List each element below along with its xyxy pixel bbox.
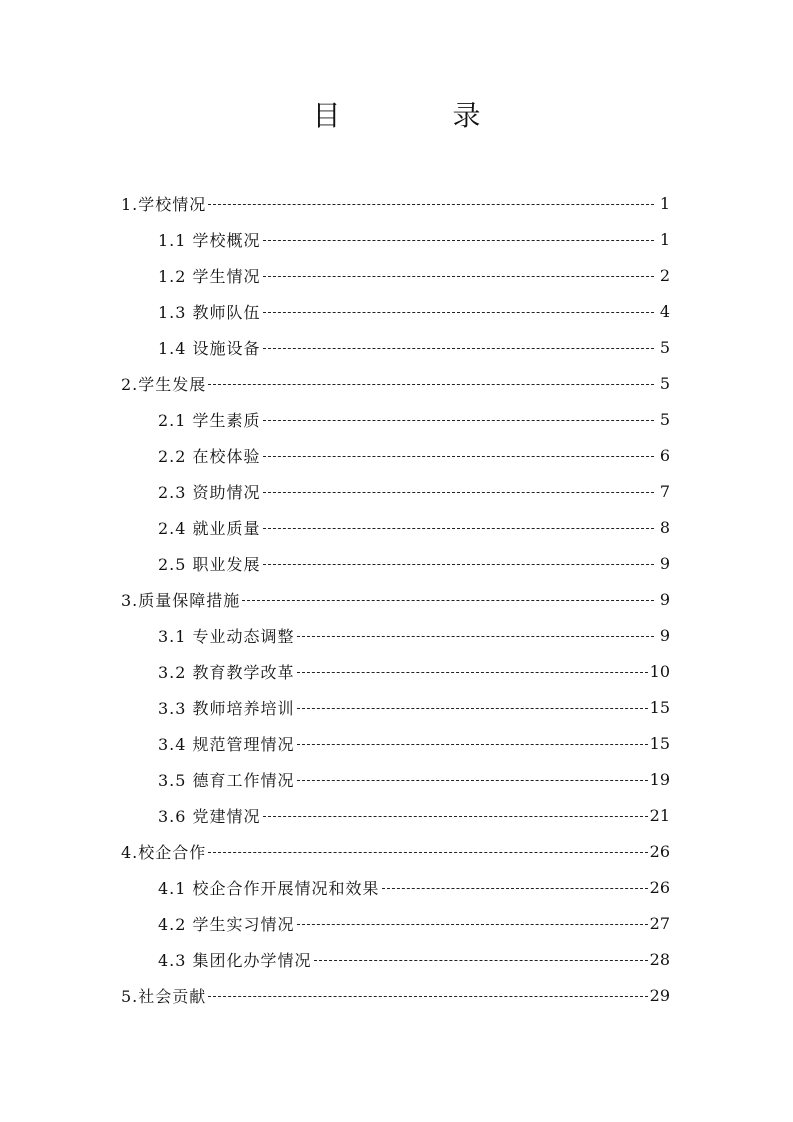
toc-leader-dashes bbox=[208, 996, 647, 997]
toc-entry-page: 29 bbox=[649, 985, 670, 1005]
toc-entry-page: 9 bbox=[659, 589, 670, 609]
toc-entry[interactable] bbox=[158, 293, 670, 329]
toc-entry[interactable] bbox=[158, 797, 670, 833]
toc-entry-label: 1.4 设施设备 bbox=[158, 338, 261, 358]
toc-entry-page: 27 bbox=[649, 913, 670, 933]
toc-leader-dashes bbox=[263, 456, 654, 457]
toc-entry[interactable] bbox=[158, 545, 670, 581]
toc-leader-dashes bbox=[297, 744, 648, 745]
toc-leader-dashes bbox=[297, 780, 648, 781]
toc-entry-page: 8 bbox=[659, 517, 670, 537]
toc-entry[interactable] bbox=[158, 905, 670, 941]
toc-leader-dashes bbox=[263, 816, 648, 817]
toc-entry-page: 5 bbox=[659, 337, 670, 357]
toc-entry-label: 4.1 校企合作开展情况和效果 bbox=[158, 878, 380, 898]
toc-entry[interactable] bbox=[158, 725, 670, 761]
toc-entry[interactable] bbox=[158, 689, 670, 725]
toc-entry-label: 2.3 资助情况 bbox=[158, 482, 261, 502]
toc-entry-label: 2.2 在校体验 bbox=[158, 446, 261, 466]
toc-leader-dashes bbox=[382, 888, 648, 889]
toc-entry-page: 21 bbox=[649, 805, 670, 825]
toc-entry[interactable] bbox=[121, 185, 670, 221]
toc-entry[interactable] bbox=[158, 401, 670, 437]
toc-entry[interactable] bbox=[158, 221, 670, 257]
toc-leader-dashes bbox=[263, 492, 654, 493]
toc-entry-label: 4.2 学生实习情况 bbox=[158, 914, 295, 934]
toc-entry-page: 19 bbox=[649, 769, 670, 789]
page-title: 目 录 bbox=[312, 99, 523, 132]
toc-entry-page: 9 bbox=[659, 625, 670, 645]
toc-entry-label: 5.社会贡献 bbox=[121, 986, 207, 1006]
toc-entry-label: 1.3 教师队伍 bbox=[158, 302, 261, 322]
toc-entry-page: 1 bbox=[659, 229, 670, 249]
toc-entry-label: 3.3 教师培养培训 bbox=[158, 698, 295, 718]
toc-entry[interactable] bbox=[158, 329, 670, 365]
toc-entry-page: 6 bbox=[659, 445, 670, 465]
toc-entry-label: 4.校企合作 bbox=[121, 842, 207, 862]
toc-entry-label: 3.5 德育工作情况 bbox=[158, 770, 295, 790]
toc-entry[interactable] bbox=[121, 833, 670, 869]
toc-entry-label: 2.5 职业发展 bbox=[158, 554, 261, 574]
toc-entry-page: 26 bbox=[649, 841, 670, 861]
toc-entry-page: 5 bbox=[659, 373, 670, 393]
toc-entry[interactable] bbox=[158, 869, 670, 905]
toc-leader-dashes bbox=[263, 420, 654, 421]
toc-entry[interactable] bbox=[158, 257, 670, 293]
toc-entry-label: 1.1 学校概况 bbox=[158, 230, 261, 250]
toc-entry-label: 3.2 教育教学改革 bbox=[158, 662, 295, 682]
toc-entry-label: 2.1 学生素质 bbox=[158, 410, 261, 430]
toc-entry[interactable] bbox=[158, 761, 670, 797]
toc-entry-page: 4 bbox=[659, 301, 670, 321]
toc-entry[interactable] bbox=[158, 617, 670, 653]
toc-entry-page: 26 bbox=[649, 877, 670, 897]
toc-entry[interactable] bbox=[121, 977, 670, 1013]
toc-entry-page: 9 bbox=[659, 553, 670, 573]
toc-entry-label: 3.6 党建情况 bbox=[158, 806, 261, 826]
toc-leader-dashes bbox=[297, 636, 654, 637]
toc-entry-page: 7 bbox=[659, 481, 670, 501]
toc-leader-dashes bbox=[263, 348, 654, 349]
toc-leader-dashes bbox=[263, 240, 654, 241]
toc-leader-dashes bbox=[208, 384, 654, 385]
toc-entry[interactable] bbox=[158, 473, 670, 509]
toc-entry-page: 2 bbox=[659, 265, 670, 285]
toc-leader-dashes bbox=[208, 852, 647, 853]
toc-leader-dashes bbox=[297, 672, 648, 673]
toc-entry-label: 2.学生发展 bbox=[121, 374, 207, 394]
toc-entry-label: 3.1 专业动态调整 bbox=[158, 626, 295, 646]
toc-entry-label: 3.4 规范管理情况 bbox=[158, 734, 295, 754]
toc-entry-label: 1.2 学生情况 bbox=[158, 266, 261, 286]
toc-entry[interactable] bbox=[121, 365, 670, 401]
toc-entry-page: 28 bbox=[649, 949, 670, 969]
toc-leader-dashes bbox=[314, 960, 648, 961]
toc-entry[interactable] bbox=[121, 581, 670, 617]
toc-leader-dashes bbox=[242, 600, 654, 601]
toc-leader-dashes bbox=[263, 312, 654, 313]
toc-leader-dashes bbox=[297, 708, 648, 709]
toc-entry-page: 10 bbox=[649, 661, 670, 681]
toc-leader-dashes bbox=[297, 924, 648, 925]
toc-entry[interactable] bbox=[158, 437, 670, 473]
toc-entry-page: 5 bbox=[659, 409, 670, 429]
toc-entry[interactable] bbox=[158, 509, 670, 545]
toc-entry-page: 15 bbox=[649, 733, 670, 753]
toc-entry[interactable] bbox=[158, 941, 670, 977]
toc-entry-label: 3.质量保障措施 bbox=[121, 590, 241, 610]
toc-leader-dashes bbox=[263, 564, 654, 565]
toc-entry-page: 1 bbox=[659, 193, 670, 213]
toc-entry-label: 2.4 就业质量 bbox=[158, 518, 261, 538]
toc-entry[interactable] bbox=[158, 653, 670, 689]
toc-entry-label: 4.3 集团化办学情况 bbox=[158, 950, 312, 970]
toc-leader-dashes bbox=[208, 204, 654, 205]
toc-leader-dashes bbox=[263, 528, 654, 529]
toc-entry-label: 1.学校情况 bbox=[121, 194, 207, 214]
toc-leader-dashes bbox=[263, 276, 654, 277]
toc-entry-page: 15 bbox=[649, 697, 670, 717]
